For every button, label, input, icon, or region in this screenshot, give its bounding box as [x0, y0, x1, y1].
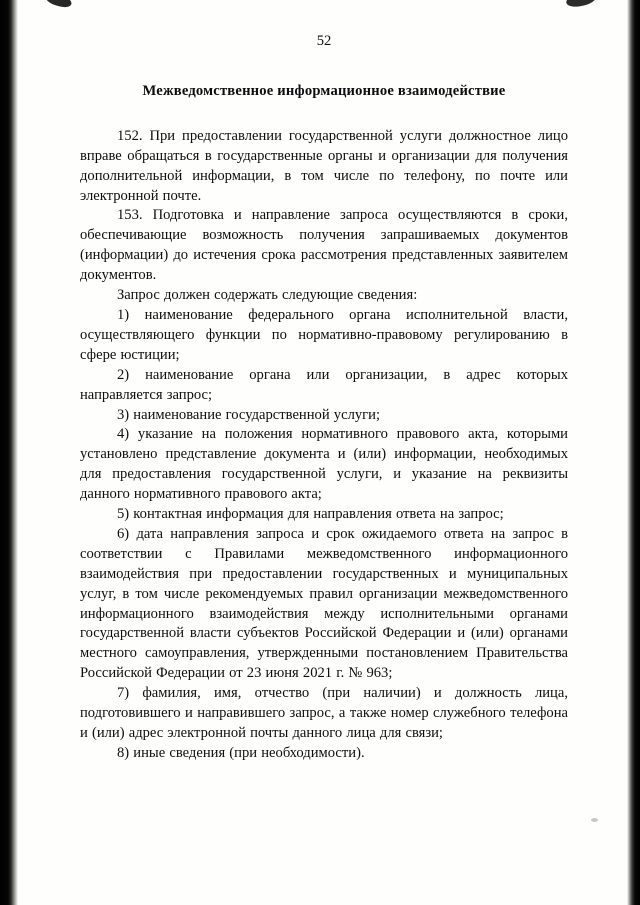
page-number: 52: [316, 33, 332, 49]
scan-dust-speck: [591, 818, 598, 822]
paragraph-request-intro: Запрос должен содержать следующие сведения:: [117, 287, 418, 304]
list-item-3: 3) наименование государственной услуги;: [117, 406, 381, 423]
paragraph-153: 153. Подготовка и направление запроса осуществляются в сроки, обеспечивающие возможность получения запрашиваемых документов (информации) до истечения срока рассмотрения представленных заявителем документов.: [80, 207, 568, 284]
list-item-1: 1) наименование федерального органа исполнительной власти, осуществляющего функции по нормативно-правовому регулированию в сфере юстиции;: [80, 306, 568, 363]
scan-edge-right: [627, 0, 640, 905]
list-item-4: 4) указание на положения нормативного правового акта, которыми установлено представление документа и (или) информации, необходимых для предоставления государственной услуги, и указание на реквизиты данного нормативного правового акта;: [80, 426, 568, 503]
list-item-8: 8) иные сведения (при необходимости).: [117, 744, 365, 761]
scan-edge-left: [0, 0, 18, 905]
paragraph-152: 152. При предоставлении государственной услуги должностное лицо вправе обращаться в государственные органы и организации для получения дополнительной информации, в том числе по телефону, по почте или электронной почте.: [80, 127, 568, 204]
document-content: [80, 32, 568, 764]
list-item-5: 5) контактная информация для направления ответа на запрос;: [117, 506, 504, 523]
section-heading: Межведомственное информационное взаимодействие: [142, 82, 506, 99]
list-item-7: 7) фамилия, имя, отчество (при наличии) и должность лица, подготовившего и направившего запрос, а также номер служебного телефона и (или) адрес электронной почты данного лица для связи;: [80, 685, 568, 741]
scan-mark-top-left: [45, 0, 73, 10]
list-item-2: 2) наименование органа или организации, в адрес которых направляется запрос;: [80, 366, 568, 403]
list-item-6: 6) дата направления запроса и срок ожидаемого ответа на запрос в соответствии с Правилами межведомственного информационного взаимодействия при предоставлении государственных и муниципальных услуг, в том числе рекомендуемых правил организации межведомственного информационного взаимодействия между исполнительными органами государственной власти субъектов Российской Федерации и (или) органами местного самоуправления, утвержденными постановлением Правительства Российской Федерации от 23 июня 2021 г. № 963;: [80, 525, 568, 682]
scan-mark-top-right: [565, 0, 597, 9]
